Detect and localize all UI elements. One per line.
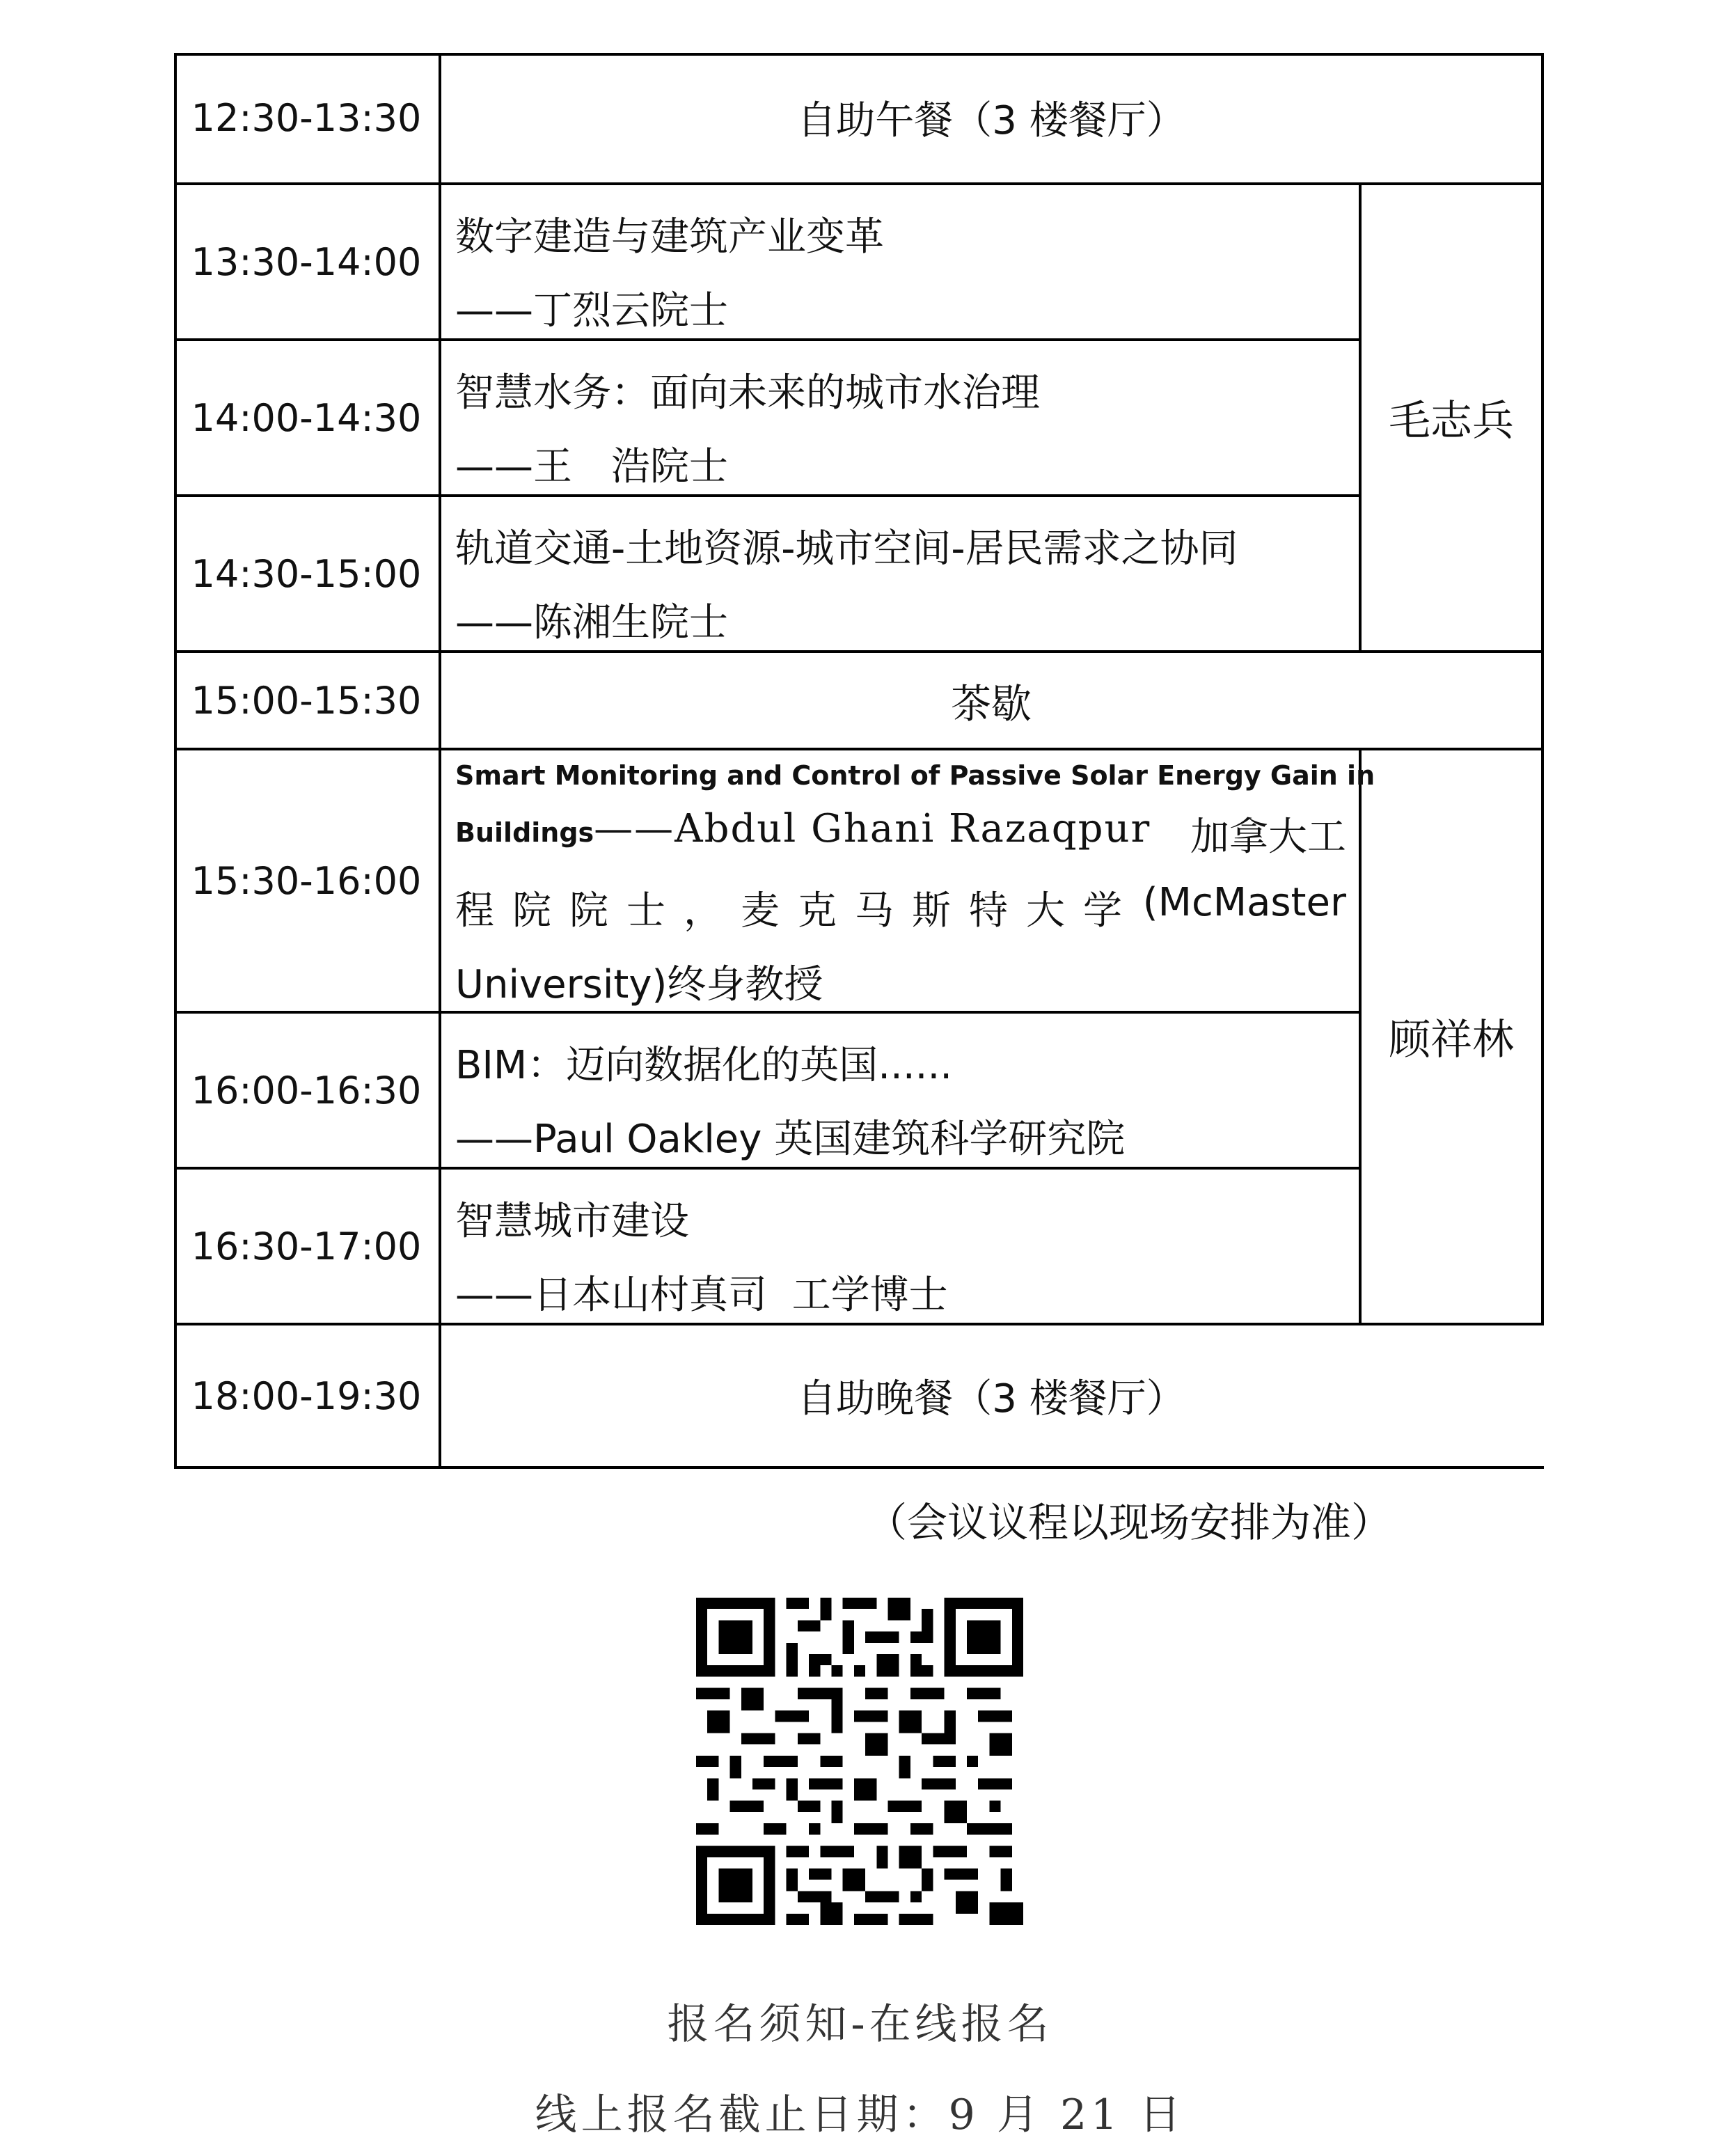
talk-title: 数字建造与建筑产业变革	[455, 214, 884, 260]
agenda-row-talk	[174, 341, 1544, 494]
talk-title-line2: Buildings	[455, 817, 594, 848]
topic-cell	[455, 1014, 1353, 1167]
talk-title: BIM：迈向数据化的英国......	[455, 1043, 953, 1088]
agenda-row-talk	[174, 185, 1544, 338]
chair-cell	[1362, 185, 1541, 650]
table-bottom-border	[174, 1466, 1544, 1469]
talk-speaker-line3	[455, 880, 1346, 936]
time-label: 12:30-13:30	[191, 95, 422, 140]
agenda-row-talk	[174, 750, 1544, 1011]
topic-cell	[455, 1170, 1353, 1323]
time-cell	[174, 497, 439, 650]
agenda-note: （会议议程以现场安排为准）	[867, 1499, 1392, 1546]
talk-speaker-affiliation-en: (McMaster	[1142, 880, 1346, 925]
lunch-label: 自助午餐（3 楼餐厅）	[797, 98, 1185, 143]
time-cell	[174, 1170, 439, 1323]
talk-speaker: ——Paul Oakley 英国建筑科学研究院	[455, 1117, 1126, 1162]
time-label: 16:30-17:00	[191, 1224, 422, 1268]
topic-cell	[455, 185, 1353, 338]
topic-cell	[455, 750, 1375, 1011]
talk-speaker-affiliation: 程院院士，麦克马斯特大学	[455, 888, 1140, 934]
chair-cell	[1362, 750, 1541, 1323]
time-cell	[174, 1325, 439, 1466]
topic-cell	[455, 497, 1353, 650]
talk-speaker: ——王 浩院士	[455, 444, 728, 489]
agenda-row-talk	[174, 497, 1544, 650]
talk-title: 智慧水务：面向未来的城市水治理	[455, 370, 1040, 416]
time-cell	[174, 1014, 439, 1167]
span-cell	[441, 653, 1541, 748]
tea-label: 茶歇	[950, 680, 1032, 727]
agenda-row-lunch	[174, 53, 1544, 182]
span-cell	[441, 53, 1541, 182]
chair-name: 毛志兵	[1389, 397, 1514, 446]
time-cell	[174, 53, 439, 182]
span-cell	[441, 1325, 1541, 1466]
dinner-label: 自助晚餐（3 楼餐厅）	[797, 1376, 1185, 1422]
agenda-row-dinner	[174, 1325, 1544, 1466]
agenda-row-tea	[174, 653, 1544, 748]
talk-title: 智慧城市建设	[455, 1199, 689, 1244]
agenda-row-talk	[174, 1170, 1544, 1323]
time-cell	[174, 341, 439, 494]
talk-title-cont	[455, 806, 1346, 860]
time-label: 16:00-16:30	[191, 1068, 422, 1112]
time-label: 14:30-15:00	[191, 551, 422, 596]
registration-qr-code[interactable]	[696, 1598, 1023, 1925]
time-cell	[174, 185, 439, 338]
time-label: 18:00-19:30	[191, 1374, 422, 1418]
registration-deadline: 线上报名截止日期：9 月 21 日	[535, 2091, 1185, 2139]
talk-speaker: ——日本山村真司 工学博士	[455, 1273, 948, 1318]
agenda-row-talk	[174, 1014, 1544, 1167]
talk-title: Smart Monitoring and Control of Passive Solar Energy Gain in	[455, 760, 1375, 791]
chair-name: 顾祥林	[1389, 1016, 1514, 1064]
talk-speaker: ——丁烈云院士	[455, 288, 728, 333]
time-cell	[174, 750, 439, 1011]
talk-title: 轨道交通-土地资源-城市空间-居民需求之协同	[455, 526, 1238, 572]
talk-speaker-role: 加拿大工	[1190, 815, 1346, 860]
time-cell	[174, 653, 439, 748]
time-label: 15:00-15:30	[191, 678, 422, 723]
topic-cell	[455, 341, 1353, 494]
talk-speaker-name: ——Abdul Ghani Razaqpur	[594, 806, 1151, 851]
talk-speaker-line4: University)终身教授	[455, 962, 823, 1007]
time-label: 14:00-14:30	[191, 395, 422, 440]
registration-notice: 报名须知-在线报名	[667, 2000, 1053, 2049]
time-label: 13:30-14:00	[191, 239, 422, 284]
talk-speaker: ——陈湘生院士	[455, 600, 728, 645]
time-label: 15:30-16:00	[191, 858, 422, 903]
